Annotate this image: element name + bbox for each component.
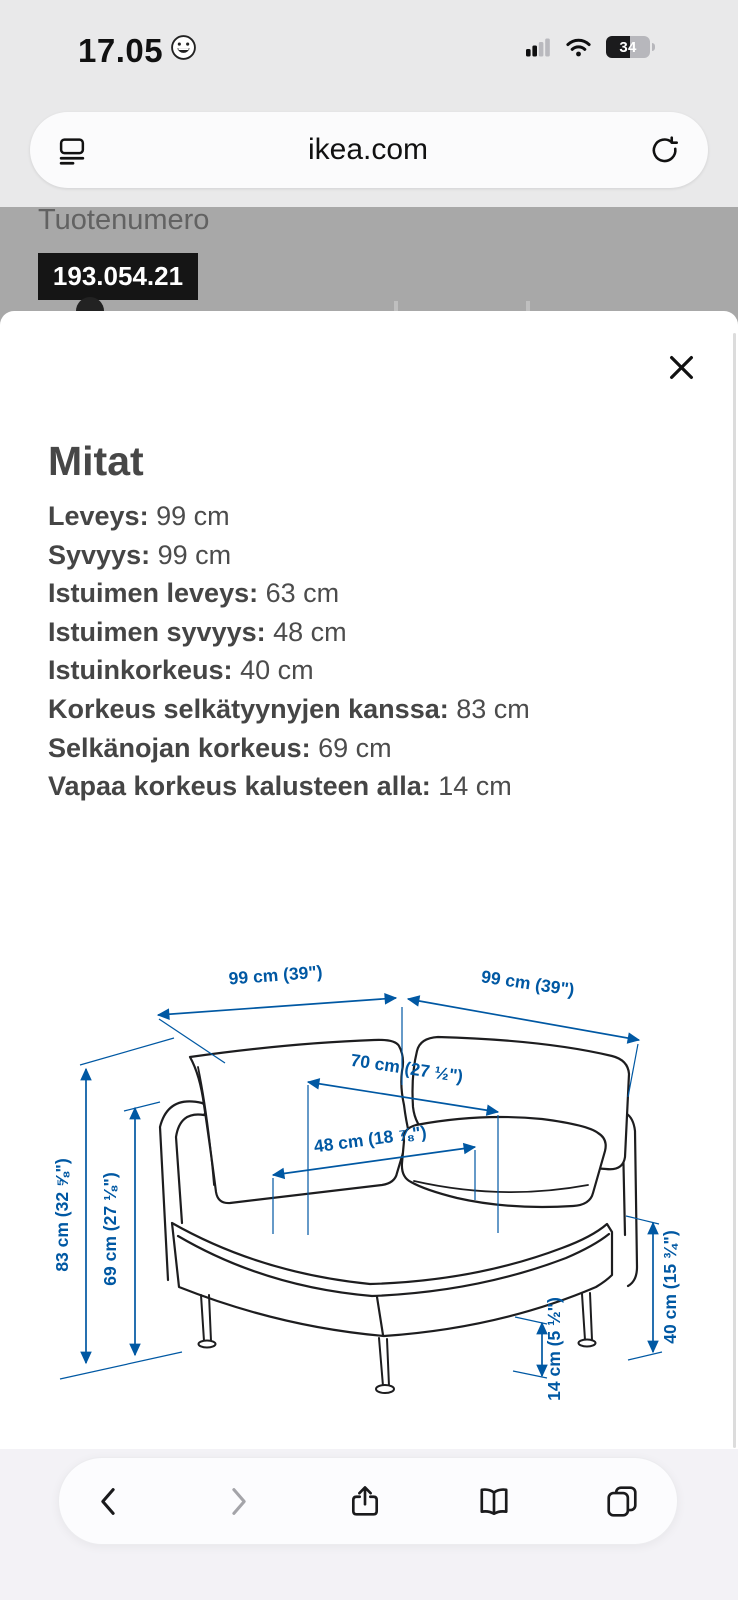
tabs-icon (605, 1484, 639, 1518)
dimension-row: Leveys: 99 cm (48, 501, 230, 531)
close-icon (668, 354, 695, 381)
dimension-row: Syvyys: 99 cm (48, 539, 232, 570)
chevron-left-icon (93, 1485, 126, 1518)
status-icons (526, 36, 650, 58)
modal-title: Mitat (48, 438, 144, 485)
reader-icon (58, 136, 87, 165)
battery-icon (606, 36, 650, 58)
dimension-row: Vapaa korkeus kalusteen alla: 14 cm (48, 771, 512, 802)
share-icon (348, 1484, 382, 1518)
wifi-icon (565, 37, 592, 57)
dimension-row: Korkeus selkätyynyjen kanssa: 83 cm (48, 693, 530, 724)
book-icon (477, 1484, 511, 1518)
safari-toolbar (58, 1457, 678, 1545)
dim-width-left-label: 99 cm (39") (227, 961, 324, 989)
chevron-right-icon (221, 1485, 254, 1518)
dimension-row: Istuimen leveys: 63 cm (48, 578, 340, 609)
dimension-list (48, 497, 530, 806)
dimension-row: Istuimen syvyys: 48 cm (48, 616, 347, 647)
measurements-modal (0, 311, 738, 1449)
page-settings-button[interactable] (58, 136, 87, 165)
share-button[interactable] (348, 1484, 382, 1518)
battery-percent: 34 (619, 38, 637, 56)
browser-bottom-chrome (0, 1449, 738, 1600)
address-bar[interactable] (30, 112, 708, 188)
tabs-button[interactable] (605, 1484, 639, 1518)
dimension-row: Istuinkorkeus: 40 cm (48, 655, 314, 686)
dim-width-right-label: 99 cm (39") (479, 966, 576, 1000)
status-time: 17.05 (78, 32, 164, 69)
bookmarks-button[interactable] (477, 1484, 511, 1518)
modal-scrollbar[interactable] (733, 333, 736, 1448)
sofa-sketch (160, 1037, 637, 1393)
status-bar (0, 26, 738, 76)
dimmed-page-background (0, 207, 738, 317)
back-button[interactable] (93, 1485, 126, 1518)
browser-top-chrome (0, 0, 738, 207)
battery-nub (652, 43, 656, 51)
dim-back-height-label: 69 cm (27 ⅛") (100, 1172, 120, 1286)
cellular-signal-icon (526, 38, 551, 57)
sofa-dimension-drawing (40, 935, 720, 1405)
dim-inner-width-label: 70 cm (27 ½") (349, 1049, 465, 1087)
url-text[interactable]: ikea.com (307, 133, 429, 166)
smiley-emoji-icon (170, 34, 197, 66)
dim-seat-height-label: 40 cm (15 ¾") (660, 1230, 680, 1344)
dimension-row: Selkänojan korkeus: 69 cm (48, 732, 392, 763)
dim-seat-depth-label: 48 cm (18 ⅞") (312, 1121, 428, 1157)
reload-icon (649, 135, 680, 166)
reload-button[interactable] (649, 135, 680, 166)
dim-clearance-label: 14 cm (5 ½") (544, 1297, 564, 1401)
dim-total-height-label: 83 cm (32 ⅝") (52, 1158, 72, 1272)
forward-button[interactable] (221, 1485, 254, 1518)
product-number-badge: 193.054.21 (38, 253, 198, 300)
product-number-label: Tuotenumero (38, 207, 210, 236)
close-button[interactable] (658, 344, 704, 390)
